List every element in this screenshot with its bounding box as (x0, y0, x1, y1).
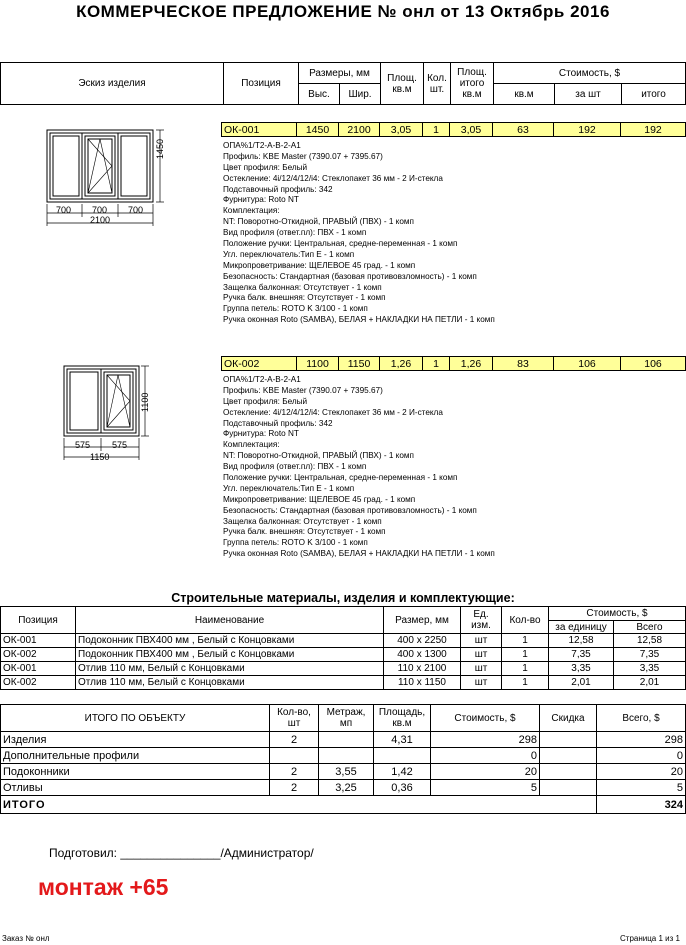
item-row-ok002 (221, 356, 686, 371)
mat-col-size: Размер, мм (384, 607, 461, 634)
dim-w1-ok001: 700 (56, 205, 72, 215)
item-area-total: 1,26 (450, 357, 493, 371)
col-height: Выс. (299, 84, 340, 105)
totals-table (0, 704, 686, 814)
page-title: КОММЕРЧЕСКОЕ ПРЕДЛОЖЕНИЕ № онл от 13 Октябрь 2016 (76, 2, 610, 21)
table-row (1, 662, 686, 676)
mat-all: 7,35 (614, 648, 686, 662)
spec-line: Фурнитура: Roto NT (223, 429, 299, 439)
table-row (1, 676, 686, 690)
tot-all: 20 (597, 764, 686, 780)
spec-line: Профиль: KBE Master (7390.07 + 7395.67) (223, 151, 383, 161)
mat-pos: ОК-002 (1, 648, 76, 662)
mat-unit: шт (461, 662, 502, 676)
spec-line: Угл. переключатель:Тип Е - 1 комп (223, 483, 355, 493)
materials-table (0, 606, 686, 690)
tot-qty: 2 (270, 764, 319, 780)
tot-meters (319, 748, 374, 764)
table-row (1, 764, 686, 780)
tot-area: 0,36 (374, 780, 431, 796)
item-w: 1150 (339, 357, 380, 371)
table-row (1, 780, 686, 796)
footer-order: Заказ № онл (2, 934, 50, 943)
tot-discount (540, 764, 597, 780)
mat-per-unit: 12,58 (549, 634, 614, 648)
materials-title: Строительные материалы, изделия и комплектующие: (171, 591, 515, 605)
mat-pos: ОК-001 (1, 662, 76, 676)
mat-per-unit: 7,35 (549, 648, 614, 662)
mat-col-qty: Кол-во (502, 607, 549, 634)
spec-line: Вид профиля (ответ.пл): ПВХ - 1 комп (223, 462, 367, 472)
tot-col-meters: Метраж, мп (319, 705, 374, 732)
col-qty: Кол. шт. (424, 63, 451, 105)
item-qty: 1 (423, 357, 450, 371)
spec-line: Ручка балк. внешняя: Отсутствует - 1 комп (223, 293, 386, 303)
tot-area (374, 748, 431, 764)
spec-line: Комплектация: (223, 206, 280, 216)
item-per-pc: 192 (554, 123, 621, 137)
tot-cost: 5 (431, 780, 540, 796)
table-row (1, 732, 686, 748)
col-per-pc: за шт (555, 84, 622, 105)
tot-meters: 3,25 (319, 780, 374, 796)
item-area: 3,05 (380, 123, 423, 137)
footer-page: Страница 1 из 1 (620, 934, 680, 943)
spec-line: Вид профиля (ответ.пл): ПВХ - 1 комп (223, 228, 367, 238)
spec-line: Профиль: KBE Master (7390.07 + 7395.67) (223, 385, 383, 395)
item-total: 192 (621, 123, 686, 137)
dim-w3-ok001: 700 (128, 205, 144, 215)
mat-col-pos: Позиция (1, 607, 76, 634)
tot-cost: 0 (431, 748, 540, 764)
spec-line: Цвет профиля: Белый (223, 162, 308, 172)
tot-discount (540, 748, 597, 764)
mat-name: Отлив 110 мм, Белый с Концовками (76, 662, 384, 676)
item-pos: ОК-001 (222, 123, 297, 137)
tot-col-qty: Кол-во, шт (270, 705, 319, 732)
mat-per-unit: 2,01 (549, 676, 614, 690)
item-per-m: 63 (493, 123, 554, 137)
item-h: 1100 (297, 357, 339, 371)
col-position: Позиция (224, 63, 299, 105)
tot-qty: 2 (270, 780, 319, 796)
mat-unit: шт (461, 676, 502, 690)
spec-line: Цвет профиля: Белый (223, 396, 308, 406)
mat-col-name: Наименование (76, 607, 384, 634)
tot-col-name: ИТОГО ПО ОБЪЕКТУ (1, 705, 270, 732)
spec-line: Микропроветривание: ЩЕЛЕВОЕ 45 град. - 1 комп (223, 494, 416, 504)
spec-line: Защелка балконная: Отсутствует - 1 комп (223, 516, 382, 526)
spec-line: Ручка балк. внешняя: Отсутствует - 1 комп (223, 527, 386, 537)
dim-width-ok002: 1150 (90, 452, 110, 462)
tot-meters (319, 732, 374, 748)
item-total: 106 (621, 357, 686, 371)
spec-line: Положение ручки: Центральная, средне-переменная - 1 комп (223, 239, 458, 249)
spec-line: NT: Поворотно-Откидной, ПРАВЫЙ (ПВХ) - 1 комп (223, 451, 414, 461)
spec-line: Микропроветривание: ЩЕЛЕВОЕ 45 град. - 1 комп (223, 260, 416, 270)
offer-header-table (0, 62, 686, 105)
tot-qty: 2 (270, 732, 319, 748)
table-row (1, 748, 686, 764)
item-spec-ok002 (223, 375, 495, 560)
tot-area: 1,42 (374, 764, 431, 780)
mat-qty: 1 (502, 648, 549, 662)
tot-name: Изделия (1, 732, 270, 748)
spec-line: Ручка оконная Roto (SAMBA), БЕЛАЯ + НАКЛАДКИ НА ПЕТЛИ - 1 комп (223, 315, 495, 325)
spec-line: Положение ручки: Центральная, средне-переменная - 1 комп (223, 473, 458, 483)
mat-col-unit: Ед. изм. (461, 607, 502, 634)
mat-pos: ОК-002 (1, 676, 76, 690)
mat-size: 400 x 2250 (384, 634, 461, 648)
spec-line: Остекление: 4i/12/4/12/i4: Стеклопакет 36 мм - 2 И-стекла (223, 173, 443, 183)
spec-line: Группа петель: ROTO K 3/100 - 1 комп (223, 538, 368, 548)
tot-name: Дополнительные профили (1, 748, 270, 764)
dim-w2-ok001: 700 (92, 205, 108, 215)
item-per-m: 83 (493, 357, 554, 371)
mat-size: 110 x 1150 (384, 676, 461, 690)
montage-note: монтаж +65 (38, 874, 169, 900)
tot-name: Подоконники (1, 764, 270, 780)
mat-col-all: Всего (614, 621, 686, 634)
mat-name: Подоконник ПВХ400 мм , Белый с Концовками (76, 634, 384, 648)
mat-unit: шт (461, 634, 502, 648)
mat-qty: 1 (502, 634, 549, 648)
mat-qty: 1 (502, 676, 549, 690)
dim-height-ok002: 1100 (140, 392, 150, 412)
mat-col-per-unit: за единицу (549, 621, 614, 634)
dim-width-ok001: 2100 (90, 215, 111, 225)
mat-size: 400 x 1300 (384, 648, 461, 662)
tot-meters: 3,55 (319, 764, 374, 780)
spec-line: Остекление: 4i/12/4/12/i4: Стеклопакет 36 мм - 2 И-стекла (223, 407, 443, 417)
mat-pos: ОК-001 (1, 634, 76, 648)
tot-cost: 20 (431, 764, 540, 780)
item-h: 1450 (297, 123, 339, 137)
col-total: итого (622, 84, 686, 105)
spec-line: Ручка оконная Roto (SAMBA), БЕЛАЯ + НАКЛАДКИ НА ПЕТЛИ - 1 комп (223, 549, 495, 559)
col-area-total: Площ. итого кв.м (451, 63, 494, 105)
mat-all: 2,01 (614, 676, 686, 690)
mat-size: 110 x 2100 (384, 662, 461, 676)
item-pos: ОК-002 (222, 357, 297, 371)
tot-all: 298 (597, 732, 686, 748)
table-row (1, 648, 686, 662)
spec-line: NT: Поворотно-Откидной, ПРАВЫЙ (ПВХ) - 1 комп (223, 217, 414, 227)
item-per-pc: 106 (554, 357, 621, 371)
table-row (1, 634, 686, 648)
spec-line: Угл. переключатель:Тип Е - 1 комп (223, 249, 355, 259)
tot-cost: 298 (431, 732, 540, 748)
col-sizes: Размеры, мм (299, 63, 381, 84)
spec-line: Подставочный профиль: 342 (223, 418, 333, 428)
tot-all: 0 (597, 748, 686, 764)
spec-line: Безопасность: Стандартная (базовая противовзломность) - 1 комп (223, 505, 477, 515)
grand-total-value: 324 (597, 796, 686, 814)
dim-height-ok001: 1450 (155, 138, 165, 159)
col-per-m: кв.м (494, 84, 555, 105)
tot-all: 5 (597, 780, 686, 796)
item-w: 2100 (339, 123, 380, 137)
mat-per-unit: 3,35 (549, 662, 614, 676)
tot-name: Отливы (1, 780, 270, 796)
spec-line: Защелка балконная: Отсутствует - 1 комп (223, 282, 382, 292)
spec-line: Фурнитура: Roto NT (223, 195, 299, 205)
item-spec-ok001 (223, 141, 495, 326)
spec-line: ОПА%1/Т2-А-В-2-А1 (223, 141, 301, 150)
dim-w2-ok002: 575 (112, 440, 128, 450)
mat-unit: шт (461, 648, 502, 662)
item-area: 1,26 (380, 357, 423, 371)
tot-discount (540, 780, 597, 796)
item-area-total: 3,05 (450, 123, 493, 137)
tot-col-cost: Стоимость, $ (431, 705, 540, 732)
prepared-by: Подготовил: _______________/Администратор/ (49, 846, 314, 860)
col-sketch: Эскиз изделия (1, 63, 224, 105)
mat-all: 3,35 (614, 662, 686, 676)
spec-line: Подставочный профиль: 342 (223, 184, 333, 194)
dim-w1-ok002: 575 (75, 440, 91, 450)
mat-name: Подоконник ПВХ400 мм , Белый с Концовками (76, 648, 384, 662)
tot-col-area: Площадь, кв.м (374, 705, 431, 732)
item-qty: 1 (423, 123, 450, 137)
col-cost: Стоимость, $ (494, 63, 686, 84)
spec-line: Комплектация: (223, 440, 280, 450)
grand-total-label: ИТОГО (1, 796, 597, 814)
mat-col-cost: Стоимость, $ (549, 607, 686, 621)
mat-name: Отлив 110 мм, Белый с Концовками (76, 676, 384, 690)
col-area: Площ. кв.м (381, 63, 424, 105)
mat-all: 12,58 (614, 634, 686, 648)
spec-line: Безопасность: Стандартная (базовая противовзломность) - 1 комп (223, 271, 477, 281)
tot-col-all: Всего, $ (597, 705, 686, 732)
spec-line: Группа петель: ROTO K 3/100 - 1 комп (223, 304, 368, 314)
col-width: Шир. (340, 84, 381, 105)
tot-col-discount: Скидка (540, 705, 597, 732)
tot-area: 4,31 (374, 732, 431, 748)
spec-line: ОПА%1/Т2-А-В-2-А1 (223, 375, 301, 384)
tot-discount (540, 732, 597, 748)
item-row-ok001 (221, 122, 686, 137)
mat-qty: 1 (502, 662, 549, 676)
tot-qty (270, 748, 319, 764)
